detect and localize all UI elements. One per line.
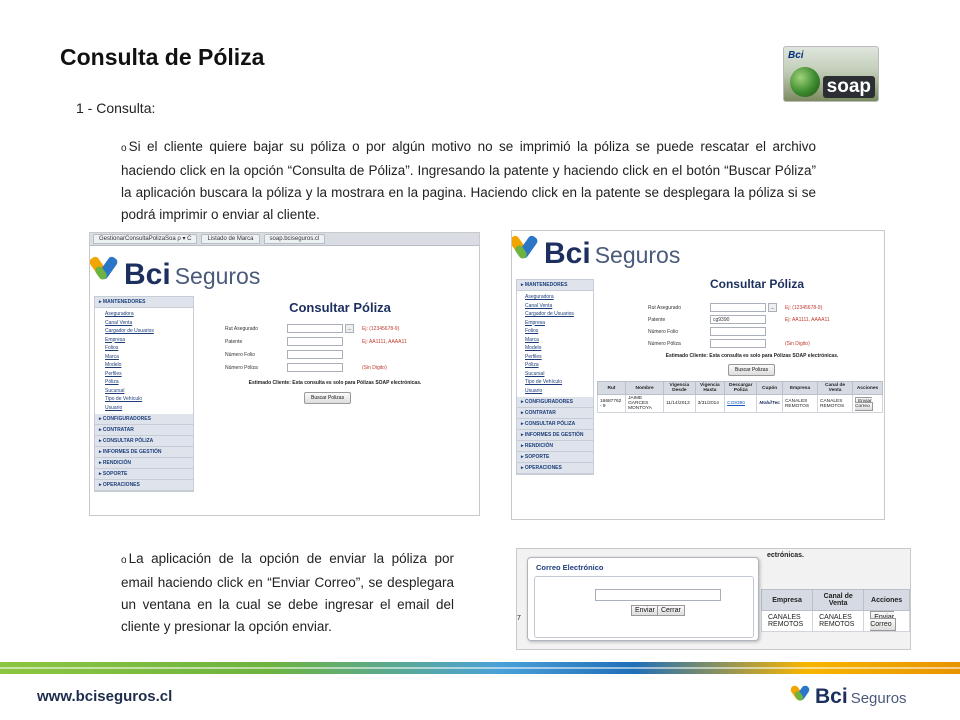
column-header: Cupón	[757, 382, 783, 395]
email-input[interactable]	[595, 589, 721, 601]
cell-empresa: CANALES REMOTOS	[762, 611, 813, 632]
bci-mark-icon	[793, 683, 813, 703]
folio-input[interactable]	[710, 327, 766, 336]
page-heading: Consultar Póliza	[289, 300, 391, 315]
menu-submenu	[517, 291, 593, 397]
browser-tab[interactable]: GestionarConsultaPolizaSoa ρ ▾ C	[93, 234, 197, 244]
column-header: Rut	[598, 382, 626, 395]
menu-item[interactable]: Usuario	[105, 404, 123, 411]
screenshot-consultar-poliza-results	[511, 230, 885, 520]
menu-section[interactable]: ▸ CONTRATAR	[517, 408, 593, 419]
send-email-button[interactable]: Enviar Correo	[870, 611, 895, 631]
menu-item[interactable]: Folios	[525, 328, 539, 334]
menu-section-label: INFORMES DE GESTIÓN	[524, 432, 584, 438]
field-hint: Ej: AA1111, AAAA11	[785, 316, 830, 323]
field-label: Número Póliza	[225, 364, 258, 371]
menu-item[interactable]: Marca	[525, 336, 539, 343]
menu-submenu	[95, 308, 193, 414]
soap-logo	[783, 46, 879, 102]
cell-cupon	[757, 395, 783, 413]
footer-stripe	[0, 662, 960, 674]
cell-nombre: JAIME GARCES MONTOYA	[626, 395, 664, 413]
menu-section-label: SOPORTE	[524, 454, 550, 460]
field-hint: (Sin Digito)	[362, 364, 387, 371]
cell-descargar	[725, 395, 757, 413]
screenshot-email-popup	[516, 548, 911, 650]
folio-input[interactable]	[287, 350, 343, 359]
globe-icon	[790, 67, 820, 97]
slide-title: Consulta de Póliza	[60, 44, 265, 70]
table-header-row	[598, 382, 883, 395]
menu-section-label: CONSULTAR PÓLIZA	[524, 421, 576, 427]
menu-header-mantenedores[interactable]: ▸ MANTENEDORES	[95, 297, 193, 308]
search-button[interactable]: Buscar Polizas	[304, 392, 351, 404]
menu-item[interactable]: Perfiles	[105, 370, 122, 377]
cell-canal: CANALES REMOTOS	[818, 395, 853, 413]
field-label: Número Folio	[648, 328, 679, 335]
patente-input[interactable]	[287, 337, 343, 346]
menu-item[interactable]: Canal Venta	[525, 302, 553, 309]
menu-section[interactable]: ▸ OPERACIONES	[517, 463, 593, 474]
screenshot-consultar-poliza-empty	[89, 232, 480, 516]
menu-section-label: SOPORTE	[102, 471, 128, 477]
menu-section[interactable]: ▸ CONSULTAR PÓLIZA	[517, 419, 593, 430]
menu-item[interactable]: Póliza	[105, 379, 119, 385]
field-label: Rut Asegurado	[648, 304, 682, 311]
menu-section[interactable]: ▸ SOPORTE	[95, 469, 193, 480]
field-hint: (Sin Digito)	[785, 340, 810, 347]
menu-item[interactable]: Empresa	[105, 336, 126, 343]
mobiltec-logo: MobilTec	[759, 401, 780, 406]
cell-acciones	[853, 395, 883, 413]
side-menu	[94, 296, 194, 492]
footer-url: www.bciseguros.cl	[37, 688, 173, 705]
notice-text: Estimado Cliente: Esta consulta es solo para Pólizas SOAP electrónicas.	[248, 380, 422, 386]
column-header: Canal de Venta	[813, 590, 864, 611]
menu-item[interactable]: Marca	[105, 353, 119, 360]
field-rut	[225, 324, 399, 333]
send-button[interactable]: Enviar	[631, 605, 659, 616]
footer-logo	[793, 683, 907, 709]
menu-item[interactable]: Modelo	[105, 362, 122, 368]
bullet-icon: o	[121, 555, 127, 566]
column-header: Descargar Poliza	[725, 382, 757, 395]
paragraph-enviar	[121, 548, 454, 638]
column-header: Vigencia Hasta	[695, 382, 724, 395]
field-label: Patente	[225, 338, 243, 345]
menu-section-label: OPERACIONES	[102, 482, 140, 488]
soap-logo-word: soap	[823, 76, 875, 98]
field-poliza	[648, 339, 810, 348]
column-header: Acciones	[864, 590, 910, 611]
menu-header-mantenedores[interactable]: ▸ MANTENEDORES	[517, 280, 593, 291]
paragraph-consulta-text: Si el cliente quiere bajar su póliza o por algún motivo no se imprimió la póliza se puede rescatar el archivo haciendo click en la opción “Consulta de Póliza”. Ingresando la patente y haciendo click en el botón “Buscar Póliza” la aplicación buscara la póliza y la mostrara en la pagina. Haciendo click en la patente se desplegara la póliza si se podrá imprimir o enviar al cliente.	[121, 139, 816, 222]
bci-word: Bci	[124, 258, 171, 291]
browser-tab[interactable]: soap.bciseguros.cl	[264, 234, 326, 244]
table-row	[762, 611, 910, 632]
field-folio	[225, 350, 343, 359]
bci-header	[512, 231, 884, 273]
menu-item[interactable]: Cargador de Usuarios	[105, 328, 154, 334]
send-email-button[interactable]: Enviar Correo	[855, 398, 872, 409]
page-body	[512, 273, 884, 520]
column-header: Empresa	[762, 590, 813, 611]
footer-logo-word: Bci	[815, 685, 848, 708]
bci-logo	[94, 254, 260, 292]
background-notice-fragment: ectrónicas.	[767, 552, 804, 559]
menu-header-label: MANTENEDORES	[102, 299, 146, 305]
email-dialog	[527, 557, 759, 641]
menu-item[interactable]: Usuario	[525, 387, 543, 394]
menu-section[interactable]: ▸ SOPORTE	[517, 452, 593, 463]
field-hint: Ej: AA1111, AAAA11	[362, 338, 407, 345]
poliza-input[interactable]	[287, 363, 343, 372]
cell-hasta: 3/31/2014	[695, 395, 724, 413]
field-folio	[648, 327, 766, 336]
download-policy-link[interactable]: CG9390	[727, 401, 745, 406]
column-header: Empresa	[782, 382, 817, 395]
rut-lookup-button[interactable]: ...	[768, 303, 777, 312]
side-menu	[516, 279, 594, 475]
menu-section-label: RENDICIÓN	[524, 443, 553, 449]
menu-section-label: CONFIGURADORES	[524, 399, 573, 405]
cell-acciones	[864, 611, 910, 632]
cell-empresa: CANALES REMOTOS	[782, 395, 817, 413]
menu-section[interactable]: ▸ RENDICIÓN	[95, 458, 193, 469]
column-header: Acciones	[853, 382, 883, 395]
background-cell-fragment: 7	[517, 615, 521, 622]
menu-section[interactable]: ▸ CONFIGURADORES	[95, 414, 193, 425]
menu-section[interactable]: ▸ INFORMES DE GESTIÓN	[517, 430, 593, 441]
section-label: 1 - Consulta:	[76, 100, 156, 116]
cell-rut: 16687762 - 9	[598, 395, 626, 413]
browser-tab[interactable]: Listado de Marca	[201, 234, 259, 244]
patente-input[interactable]: cg9390	[710, 315, 766, 324]
column-header: Vigencia Desde	[664, 382, 696, 395]
menu-item[interactable]: Canal Venta	[105, 319, 133, 326]
bci-word: Bci	[544, 237, 591, 270]
menu-item[interactable]: Cargador de Usuarios	[525, 311, 574, 317]
page-heading: Consultar Póliza	[709, 277, 804, 291]
soap-logo-brand: Bci	[788, 50, 804, 61]
menu-section[interactable]: ▸ RENDICIÓN	[517, 441, 593, 452]
field-poliza	[225, 363, 387, 372]
background-results-table	[761, 589, 910, 632]
field-rut	[648, 303, 822, 312]
menu-item[interactable]: Aseguradora	[525, 294, 554, 300]
column-header: Nombre	[626, 382, 664, 395]
field-hint: Ej: (12345678-9)	[362, 325, 400, 332]
bci-mark-icon	[94, 254, 122, 284]
table-header-row	[762, 590, 910, 611]
bci-tagline: Seguros	[594, 242, 681, 268]
dialog-content	[534, 576, 754, 638]
bci-tagline: Seguros	[174, 263, 261, 289]
menu-item[interactable]: Póliza	[525, 362, 539, 368]
menu-item[interactable]: Perfiles	[525, 353, 542, 360]
field-label: Número Póliza	[648, 340, 681, 347]
field-patente	[648, 315, 830, 324]
results-table	[597, 381, 883, 413]
paragraph-consulta	[121, 136, 816, 226]
menu-section[interactable]: ▸ INFORMES DE GESTIÓN	[95, 447, 193, 458]
cell-canal: CANALES REMOTOS	[813, 611, 864, 632]
menu-item[interactable]: Aseguradora	[105, 311, 134, 317]
browser-tab-bar	[90, 233, 479, 246]
menu-item[interactable]: Empresa	[525, 319, 546, 326]
menu-item[interactable]: Tipo de Vehículo	[525, 379, 563, 385]
rut-input[interactable]	[710, 303, 766, 312]
bci-logo	[514, 233, 680, 271]
dialog-title: Correo Electrónico	[536, 563, 604, 572]
column-header: Canal de Venta	[818, 382, 853, 395]
field-label: Número Folio	[225, 351, 256, 358]
menu-header-label: MANTENEDORES	[524, 282, 568, 288]
poliza-input[interactable]	[710, 339, 766, 348]
footer-logo-tagline: Seguros	[850, 690, 907, 707]
bci-header	[90, 246, 479, 292]
field-label: Rut Asegurado	[225, 325, 259, 332]
menu-section[interactable]: ▸ CONTRATAR	[95, 425, 193, 436]
menu-section-label: OPERACIONES	[524, 465, 562, 471]
field-patente	[225, 337, 407, 346]
menu-section-label: CONTRATAR	[102, 427, 134, 433]
rut-input[interactable]	[287, 324, 343, 333]
menu-item[interactable]: Sucursal	[525, 370, 545, 377]
bullet-icon: o	[121, 143, 127, 154]
paragraph-enviar-text: La aplicación de la opción de enviar la póliza por email haciendo click en “Enviar Correo”, se desplegara un ventana en la cual se debe ingresar el email del cliente y presionar la opción enviar.	[121, 551, 454, 634]
bci-mark-icon	[514, 233, 542, 263]
menu-section-label: CONFIGURADORES	[102, 416, 151, 422]
menu-section[interactable]: ▸ OPERACIONES	[95, 480, 193, 491]
close-button[interactable]: Cerrar	[657, 605, 685, 616]
menu-item[interactable]: Tipo de Vehículo	[105, 396, 143, 402]
menu-section-label: RENDICIÓN	[102, 460, 131, 466]
menu-item[interactable]: Modelo	[525, 345, 542, 351]
menu-section[interactable]: ▸ CONFIGURADORES	[517, 397, 593, 408]
rut-lookup-button[interactable]: ...	[345, 324, 354, 333]
field-hint: Ej: (12345678-9)	[785, 304, 823, 311]
menu-item[interactable]: Folios	[105, 345, 119, 351]
cell-desde: 11/14/2013	[664, 395, 696, 413]
menu-section-label: CONTRATAR	[524, 410, 556, 416]
menu-section-label: CONSULTAR PÓLIZA	[102, 438, 154, 444]
menu-section[interactable]: ▸ CONSULTAR PÓLIZA	[95, 436, 193, 447]
menu-section-label: INFORMES DE GESTIÓN	[102, 449, 162, 455]
notice-text: Estimado Cliente: Esta consulta es solo para Pólizas SOAP electrónicas.	[665, 353, 839, 359]
menu-item[interactable]: Sucursal	[105, 387, 125, 394]
field-label: Patente	[648, 316, 666, 323]
search-button[interactable]: Buscar Polizas	[728, 364, 775, 376]
table-row	[598, 395, 883, 413]
page-body	[90, 292, 479, 516]
